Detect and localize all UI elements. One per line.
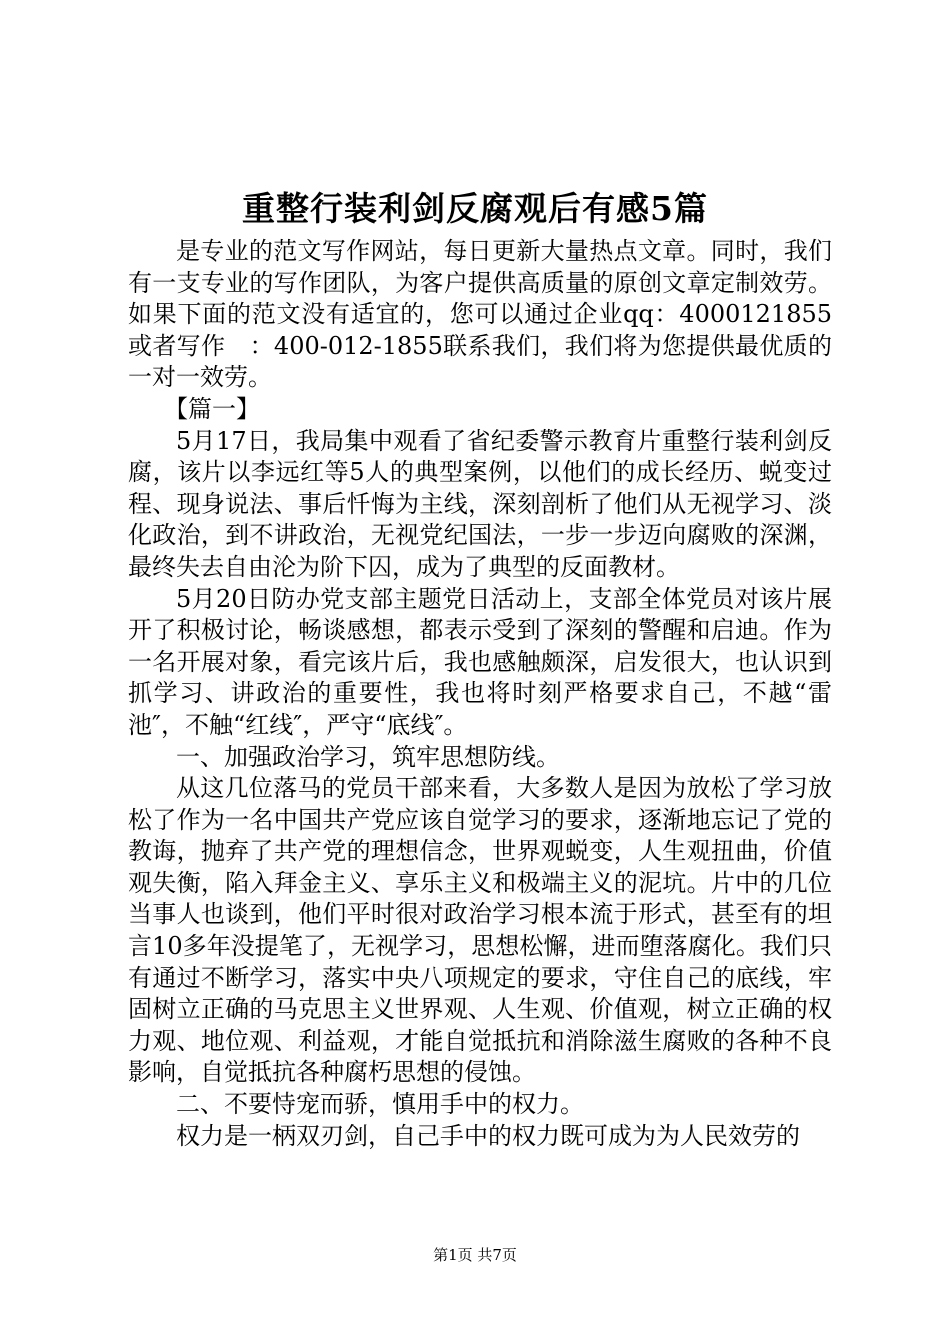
page-footer: 第1页 共7页 [433,1246,517,1264]
body-paragraph: 5月17日，我局集中观看了省纪委警示教育片重整行装利剑反腐，该片以李远红等5人的典型案例，以他们的成长经历、蜕变过程、现身说法、事后忏悔为主线，深刻剖析了他们从无视学习、淡化政治，到不讲政治，无视党纪国法，一步一步迈向腐败的深渊，最终失去自由沦为阶下囚，成为了典型的反面教材。 [128,426,832,581]
body-paragraph: 从这几位落马的党员干部来看，大多数人是因为放松了学习放松了作为一名中国共产党应该自觉学习的要求，逐渐地忘记了党的教诲，抛弃了共产党的理想信念，世界观蜕变，人生观扭曲，价值观失衡，陷入拜金主义、享乐主义和极端主义的泥坑。片中的几位当事人也谈到，他们平时很对政治学习根本流于形式，甚至有的坦言10多年没提笔了，无视学习，思想松懈，进而堕落腐化。我们只有通过不断学习，落实中央八项规定的要求，守住自己的底线，牢固树立正确的马克思主义世界观、人生观、价值观，树立正确的权力观、地位观、利益观，才能自觉抵抗和消除滋生腐败的各种不良影响，自觉抵抗各种腐朽思想的侵蚀。 [128,774,832,1087]
subheading-two: 二、不要恃宠而骄，慎用手中的权力。 [176,1090,584,1119]
subheading-one: 一、加强政治学习，筑牢思想防线。 [176,742,560,771]
intro-paragraph: 是专业的范文写作网站，每日更新大量热点文章。同时，我们有一支专业的写作团队，为客户提供高质量的原创文章定制效劳。如果下面的范文没有适宜的，您可以通过企业qq：4000121855或者写作 ：400-012-1855联系我们，我们将为您提供最优质的一对一效劳。 [128,237,832,392]
section-heading-part-one: 【篇一】 [164,394,260,423]
document-title: 重整行装利剑反腐观后有感5篇 [242,189,708,228]
body-paragraph: 权力是一柄双刃剑，自己手中的权力既可成为为人民效劳的 [176,1121,800,1150]
body-paragraph: 5月20日防办党支部主题党日活动上，支部全体党员对该片展开了积极讨论，畅谈感想，都表示受到了深刻的警醒和启迪。作为一名开展对象，看完该片后，我也感触颇深，启发很大，也认识到抓学习、讲政治的重要性，我也将时刻严格要求自己，不越“雷池″，不触“红线″，严守“底线″。 [128,584,832,739]
document-body [128,236,832,1152]
